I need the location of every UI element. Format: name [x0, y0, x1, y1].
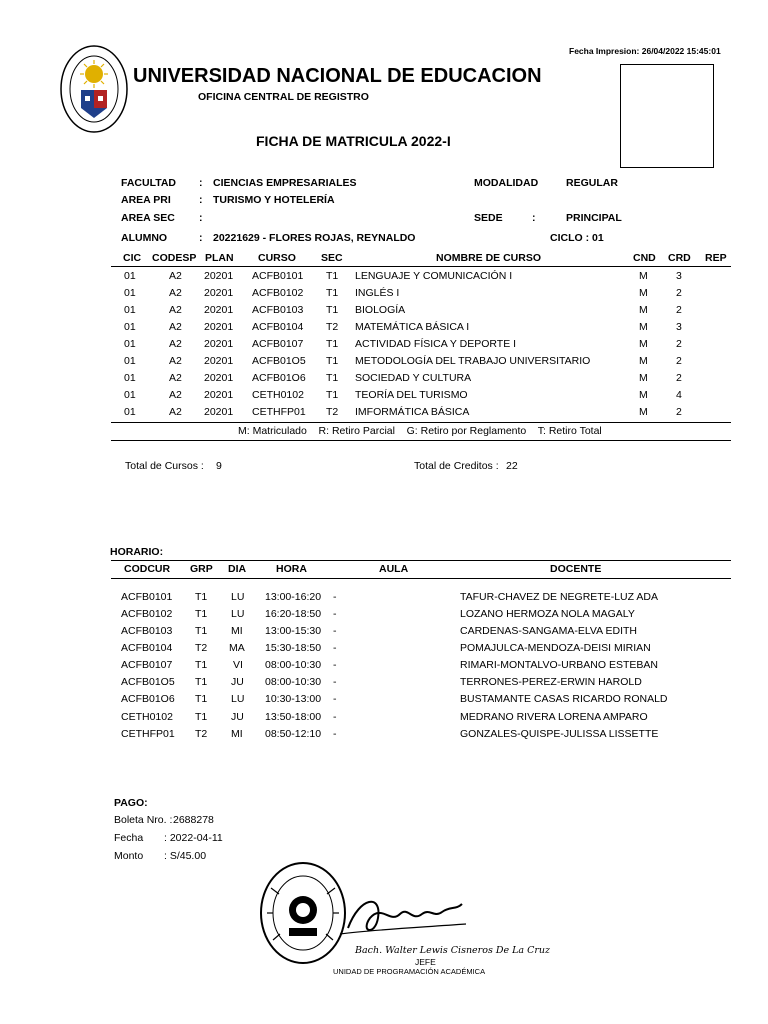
cell-curso: ACFB0102 [252, 287, 304, 299]
schedule-row [0, 659, 768, 676]
cell-docente: POMAJULCA-MENDOZA-DEISI MIRIAN [460, 642, 651, 654]
university-title: UNIVERSIDAD NACIONAL DE EDUCACION [133, 65, 542, 87]
col-header-codesp: CODESP [152, 252, 197, 264]
fecha-value: : 2022-04-11 [164, 832, 223, 844]
col-header-crd: CRD [668, 252, 691, 264]
cell-curso: ACFB0103 [252, 304, 304, 316]
cell-curso: ACFB0104 [252, 321, 304, 333]
cell-codesp: A2 [169, 304, 182, 316]
cell-codcur: CETHFP01 [121, 728, 175, 740]
cell-codesp: A2 [169, 372, 182, 384]
cell-hora: 10:30-13:00 [265, 693, 322, 705]
cell-sec: T1 [326, 270, 339, 282]
cell-docente: MEDRANO RIVERA LORENA AMPARO [460, 711, 648, 723]
col-header-aula: AULA [379, 563, 409, 575]
monto-label: Monto [114, 850, 144, 862]
course-row [0, 406, 768, 423]
cell-grp: T2 [195, 728, 208, 740]
cell-plan: 20201 [204, 304, 234, 316]
cell-codcur: ACFB0101 [121, 591, 173, 603]
colon: : [532, 212, 536, 224]
schedule-row [0, 676, 768, 693]
total-creditos-label: Total de Creditos : [414, 460, 499, 472]
cell-sec: T1 [326, 338, 339, 350]
cell-grp: T1 [195, 711, 208, 723]
colon: : [199, 177, 203, 189]
total-cursos-value: 9 [216, 460, 222, 472]
cell-hora: 15:30-18:50 [265, 642, 322, 654]
course-row [0, 372, 768, 389]
cell-dia: LU [231, 591, 245, 603]
cell-codcur: ACFB0107 [121, 659, 173, 671]
cell-plan: 20201 [204, 270, 234, 282]
cell-nombre: IMFORMÁTICA BÁSICA [355, 406, 470, 418]
cell-nombre: INGLÉS I [355, 287, 400, 299]
office-subtitle: OFICINA CENTRAL DE REGISTRO [198, 91, 369, 103]
cell-crd: 2 [676, 304, 682, 316]
cell-sec: T2 [326, 406, 339, 418]
cell-codesp: A2 [169, 338, 182, 350]
cell-nombre: SOCIEDAD Y CULTURA [355, 372, 472, 384]
cell-codesp: A2 [169, 355, 182, 367]
cell-nombre: METODOLOGÍA DEL TRABAJO UNIVERSITARIO [355, 355, 591, 367]
cell-codcur: ACFB0103 [121, 625, 173, 637]
signer-role: JEFE [415, 957, 436, 967]
pago-title: PAGO: [114, 797, 148, 809]
cell-codcur: ACFB01O5 [121, 676, 175, 688]
total-creditos-value: 22 [506, 460, 518, 472]
cell-cic: 01 [124, 389, 136, 401]
cell-cnd: M [639, 406, 648, 418]
alumno-value: 20221629 - FLORES ROJAS, REYNALDO [213, 232, 416, 244]
facultad-label: FACULTAD [121, 177, 177, 189]
schedule-row [0, 728, 768, 745]
cell-cic: 01 [124, 321, 136, 333]
status-legend: M: Matriculado R: Retiro Parcial G: Retiro por Reglamento T: Retiro Total [238, 425, 602, 437]
schedule-row [0, 711, 768, 728]
cell-sec: T1 [326, 355, 339, 367]
cell-aula: - [333, 642, 337, 654]
cell-cic: 01 [124, 304, 136, 316]
modalidad-value: REGULAR [566, 177, 618, 189]
photo-box [620, 64, 714, 168]
col-header-nombre: NOMBRE DE CURSO [436, 252, 542, 264]
cell-aula: - [333, 693, 337, 705]
cell-cic: 01 [124, 406, 136, 418]
area-sec-label: AREA SEC [121, 212, 175, 224]
cell-cnd: M [639, 355, 648, 367]
cell-grp: T1 [195, 693, 208, 705]
cell-hora: 13:00-16:20 [265, 591, 322, 603]
cell-codcur: ACFB0104 [121, 642, 173, 654]
form-title: FICHA DE MATRICULA 2022-I [256, 133, 451, 149]
colon: : [199, 194, 203, 206]
cell-dia: JU [231, 711, 244, 723]
cell-cic: 01 [124, 338, 136, 350]
horario-header-divider [111, 578, 731, 579]
col-header-codcur: CODCUR [124, 563, 171, 575]
cell-sec: T1 [326, 389, 339, 401]
courses-header-divider [111, 266, 731, 267]
cell-plan: 20201 [204, 321, 234, 333]
cell-hora: 08:50-12:10 [265, 728, 322, 740]
cell-docente: RIMARI-MONTALVO-URBANO ESTEBAN [460, 659, 658, 671]
cell-dia: MI [231, 728, 243, 740]
cell-cic: 01 [124, 287, 136, 299]
cell-crd: 2 [676, 287, 682, 299]
cell-codesp: A2 [169, 389, 182, 401]
schedule-row [0, 625, 768, 642]
cell-codesp: A2 [169, 287, 182, 299]
university-seal-logo [59, 44, 129, 134]
ciclo-value: CICLO : 01 [550, 232, 604, 244]
cell-plan: 20201 [204, 287, 234, 299]
area-pri-label: AREA PRI [121, 194, 171, 206]
cell-aula: - [333, 676, 337, 688]
col-header-rep: REP [705, 252, 727, 264]
courses-footer-divider [111, 422, 731, 423]
col-header-curso: CURSO [258, 252, 296, 264]
alumno-label: ALUMNO [121, 232, 168, 244]
cell-grp: T1 [195, 608, 208, 620]
modalidad-label: MODALIDAD [474, 177, 539, 189]
cell-dia: MA [229, 642, 245, 654]
colon: : [199, 212, 203, 224]
cell-aula: - [333, 659, 337, 671]
cell-docente: LOZANO HERMOZA NOLA MAGALY [460, 608, 635, 620]
cell-crd: 2 [676, 355, 682, 367]
cell-curso: CETH0102 [252, 389, 304, 401]
cell-crd: 2 [676, 406, 682, 418]
col-header-dia: DIA [228, 563, 247, 575]
cell-nombre: TEORÍA DEL TURISMO [355, 389, 468, 401]
cell-codcur: CETH0102 [121, 711, 173, 723]
cell-dia: VI [233, 659, 243, 671]
cell-aula: - [333, 711, 337, 723]
cell-aula: - [333, 608, 337, 620]
cell-cnd: M [639, 338, 648, 350]
cell-nombre: LENGUAJE Y COMUNICACIÓN I [355, 270, 513, 282]
course-row [0, 389, 768, 406]
area-pri-value: TURISMO Y HOTELERÍA [213, 194, 335, 206]
cell-hora: 13:50-18:00 [265, 711, 322, 723]
cell-hora: 13:00-15:30 [265, 625, 322, 637]
cell-dia: JU [231, 676, 244, 688]
cell-hora: 08:00-10:30 [265, 676, 322, 688]
cell-grp: T2 [195, 642, 208, 654]
print-date: Fecha Impresion: 26/04/2022 15:45:01 [569, 46, 721, 56]
cell-nombre: ACTIVIDAD FÍSICA Y DEPORTE I [355, 338, 517, 350]
cell-dia: MI [231, 625, 243, 637]
legend-divider [111, 440, 731, 441]
col-header-cnd: CND [633, 252, 656, 264]
course-row [0, 270, 768, 287]
cell-dia: LU [231, 608, 245, 620]
course-row [0, 321, 768, 338]
cell-cic: 01 [124, 270, 136, 282]
cell-crd: 3 [676, 321, 682, 333]
cell-aula: - [333, 591, 337, 603]
course-row [0, 338, 768, 355]
cell-cic: 01 [124, 355, 136, 367]
cell-crd: 2 [676, 372, 682, 384]
cell-docente: CARDENAS-SANGAMA-ELVA EDITH [460, 625, 637, 637]
cell-crd: 4 [676, 389, 682, 401]
cell-crd: 3 [676, 270, 682, 282]
horario-title: HORARIO: [110, 546, 164, 558]
cell-cic: 01 [124, 372, 136, 384]
cell-sec: T1 [326, 304, 339, 316]
handwritten-signature [330, 888, 470, 948]
cell-aula: - [333, 625, 337, 637]
cell-dia: LU [231, 693, 245, 705]
cell-cnd: M [639, 304, 648, 316]
col-header-plan: PLAN [205, 252, 234, 264]
schedule-row [0, 642, 768, 659]
cell-cnd: M [639, 389, 648, 401]
cell-curso: ACFB01O5 [252, 355, 306, 367]
cell-docente: GONZALES-QUISPE-JULISSA LISSETTE [460, 728, 659, 740]
cell-curso: ACFB01O6 [252, 372, 306, 384]
course-row [0, 355, 768, 372]
col-header-docente: DOCENTE [550, 563, 602, 575]
cell-docente: TAFUR-CHAVEZ DE NEGRETE-LUZ ADA [460, 591, 658, 603]
course-row [0, 287, 768, 304]
cell-curso: ACFB0107 [252, 338, 304, 350]
cell-curso: CETHFP01 [252, 406, 306, 418]
cell-curso: ACFB0101 [252, 270, 304, 282]
cell-grp: T1 [195, 625, 208, 637]
signer-name: Bach. Walter Lewis Cisneros De La Cruz [355, 945, 551, 956]
signer-unit: UNIDAD DE PROGRAMACIÓN ACADÉMICA [333, 967, 486, 976]
boleta-value: 2688278 [173, 814, 214, 826]
sede-label: SEDE [474, 212, 503, 224]
cell-sec: T2 [326, 321, 339, 333]
cell-cnd: M [639, 270, 648, 282]
col-header-grp: GRP [190, 563, 213, 575]
cell-codesp: A2 [169, 406, 182, 418]
cell-codcur: ACFB0102 [121, 608, 173, 620]
cell-cnd: M [639, 321, 648, 333]
cell-docente: TERRONES-PEREZ-ERWIN HAROLD [460, 676, 642, 688]
sede-value: PRINCIPAL [566, 212, 622, 224]
cell-nombre: BIOLOGÍA [355, 304, 406, 316]
total-cursos-label: Total de Cursos : [125, 460, 204, 472]
fecha-label: Fecha [114, 832, 144, 844]
colon: : [199, 232, 203, 244]
schedule-row [0, 608, 768, 625]
horario-top-divider [111, 560, 731, 561]
cell-codesp: A2 [169, 321, 182, 333]
cell-docente: BUSTAMANTE CASAS RICARDO RONALD [460, 693, 668, 705]
cell-nombre: MATEMÁTICA BÁSICA I [355, 321, 470, 333]
cell-sec: T1 [326, 287, 339, 299]
cell-grp: T1 [195, 591, 208, 603]
cell-cnd: M [639, 372, 648, 384]
cell-plan: 20201 [204, 372, 234, 384]
cell-aula: - [333, 728, 337, 740]
schedule-row [0, 693, 768, 710]
col-header-cic: CIC [123, 252, 142, 264]
cell-grp: T1 [195, 676, 208, 688]
col-header-hora: HORA [276, 563, 307, 575]
course-row [0, 304, 768, 321]
facultad-value: CIENCIAS EMPRESARIALES [213, 177, 357, 189]
cell-hora: 16:20-18:50 [265, 608, 322, 620]
col-header-sec: SEC [321, 252, 343, 264]
cell-plan: 20201 [204, 406, 234, 418]
cell-codcur: ACFB01O6 [121, 693, 175, 705]
cell-crd: 2 [676, 338, 682, 350]
cell-cnd: M [639, 287, 648, 299]
cell-plan: 20201 [204, 355, 234, 367]
monto-value: : S/45.00 [164, 850, 207, 862]
boleta-label: Boleta Nro. : [114, 814, 173, 826]
cell-plan: 20201 [204, 338, 234, 350]
cell-plan: 20201 [204, 389, 234, 401]
schedule-row [0, 591, 768, 608]
cell-hora: 08:00-10:30 [265, 659, 322, 671]
cell-grp: T1 [195, 659, 208, 671]
cell-codesp: A2 [169, 270, 182, 282]
cell-sec: T1 [326, 372, 339, 384]
